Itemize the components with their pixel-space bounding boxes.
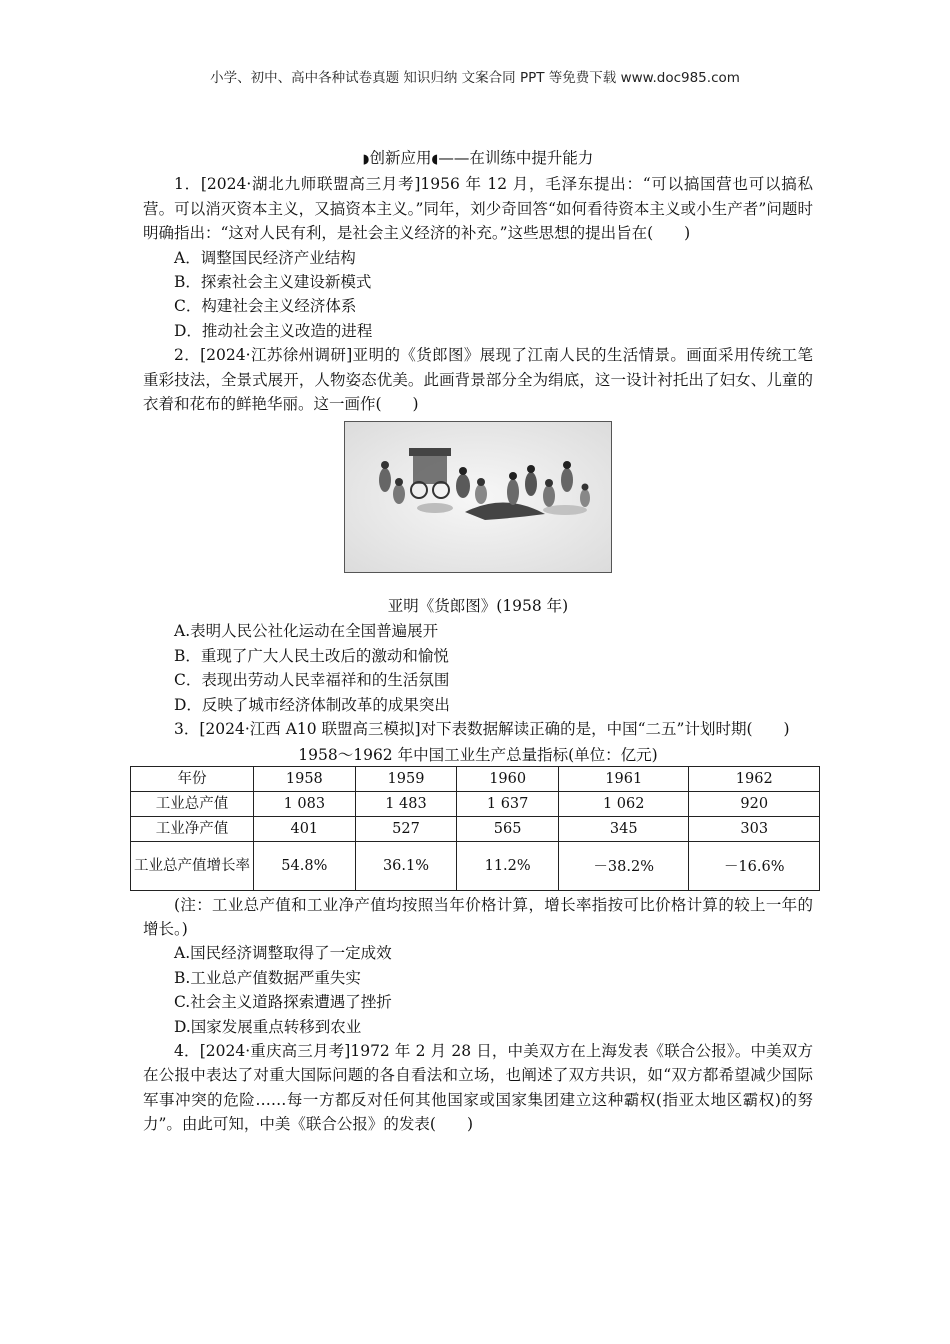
q1-option-a: A．调整国民经济产业结构 — [174, 248, 356, 267]
table-row — [131, 816, 820, 841]
table-row — [131, 791, 820, 816]
table-cell: 527 — [355, 816, 457, 841]
table-header-row — [131, 766, 820, 791]
table-cell: 401 — [254, 816, 356, 841]
section-subtitle: ——在训练中提升能力 — [438, 149, 594, 167]
table-header-cell: 1962 — [689, 766, 820, 791]
table-cell: 1 062 — [558, 791, 689, 816]
question-3-stem: 3．[2024·江西 A10 联盟高三模拟]对下表数据解读正确的是，中国“二五”计划时期( ) — [174, 720, 790, 739]
q2-option-a: A.表明人民公社化运动在全国普遍展开 — [174, 622, 439, 641]
table-title: 1958～1962 年中国工业生产总量指标(单位：亿元) — [298, 745, 658, 764]
table-header-cell: 1960 — [457, 766, 559, 791]
question-4-stem: 4．[2024·重庆高三月考]1972 年 2 月 28 日，中美双方在上海发表《联合公报》。中美双方在公报中表达了对重大国际问题的各自看法和立场，也阐述了双方共识，如“双方都希望减少国际军事冲突的危险……每一方都反对任何其他国家或国家集团建立这种霸权(指亚太地区霸权)的努力”。由此可知，中美《联合公报》的发表( ) — [143, 1041, 813, 1134]
q1-option-c: C．构建社会主义经济体系 — [174, 297, 357, 316]
table-note: (注：工业总产值和工业净产值均按照当年价格计算，增长率指按可比价格计算的较上一年的增长。) — [143, 895, 813, 938]
table-header-cell: 年份 — [131, 766, 254, 791]
q2-option-d: D．反映了城市经济体制改革的成果突出 — [174, 695, 450, 714]
q1-option-d: D．推动社会主义改造的进程 — [174, 321, 373, 340]
table-cell: 1 637 — [457, 791, 559, 816]
table-cell: 565 — [457, 816, 559, 841]
q3-option-c: C.社会主义道路探索遭遇了挫折 — [174, 993, 392, 1012]
q1-option-b: B．探索社会主义建设新模式 — [174, 273, 372, 292]
painting-caption: 亚明《货郎图》(1958 年) — [387, 597, 569, 616]
table-cell: －38.2% — [558, 841, 689, 890]
q2-option-c: C．表现出劳动人民幸福祥和的生活氛围 — [174, 671, 450, 690]
q3-option-d: D.国家发展重点转移到农业 — [174, 1017, 362, 1036]
table-header-cell: 1961 — [558, 766, 689, 791]
section-title — [143, 146, 813, 172]
table-cell: 工业净产值 — [131, 816, 254, 841]
page-header: 小学、初中、高中各种试卷真题 知识归纳 文案合同 PPT 等免费下载 www.doc985.com — [210, 70, 740, 86]
section-title-text: 创新应用 — [369, 149, 432, 167]
table-cell: 303 — [689, 816, 820, 841]
painting-illustration — [345, 422, 611, 572]
table-cell: 36.1% — [355, 841, 457, 890]
table-row — [131, 841, 820, 890]
q2-option-b: B．重现了广大人民土改后的激动和愉悦 — [174, 646, 449, 665]
table-cell: 54.8% — [254, 841, 356, 890]
right-quote-icon: ◖ — [431, 152, 439, 167]
left-quote-icon: ◗ — [362, 152, 370, 167]
table-header-cell: 1958 — [254, 766, 356, 791]
table-cell: －16.6% — [689, 841, 820, 890]
document-body — [134, 146, 813, 1137]
table-cell: 1 483 — [355, 791, 457, 816]
table-cell: 11.2% — [457, 841, 559, 890]
q3-option-b: B.工业总产值数据严重失实 — [174, 968, 361, 987]
question-1-stem: 1．[2024·湖北九师联盟高三月考]1956 年 12 月，毛泽东提出：“可以搞国营也可以搞私营。可以消灭资本主义，又搞资本主义。”同年，刘少奇回答“如何看待资本主义或小生产者”问题时明确指出：“这对人民有利，是社会主义经济的补充。”这些思想的提出旨在( ) — [143, 175, 813, 243]
painting-image — [344, 421, 612, 573]
table-cell: 345 — [558, 816, 689, 841]
table-header-cell: 1959 — [355, 766, 457, 791]
q3-option-a: A.国民经济调整取得了一定成效 — [174, 944, 392, 963]
table-cell: 工业总产值增长率 — [131, 841, 254, 890]
table-cell: 工业总产值 — [131, 791, 254, 816]
industry-table — [130, 766, 820, 891]
table-cell: 1 083 — [254, 791, 356, 816]
question-2-stem: 2．[2024·江苏徐州调研]亚明的《货郎图》展现了江南人民的生活情景。画面采用传统工笔重彩技法，全景式展开，人物姿态优美。此画背景部分全为绢底，这一设计衬托出了妇女、儿童的衣着和花布的鲜艳华丽。这一画作( ) — [143, 346, 813, 414]
table-cell: 920 — [689, 791, 820, 816]
